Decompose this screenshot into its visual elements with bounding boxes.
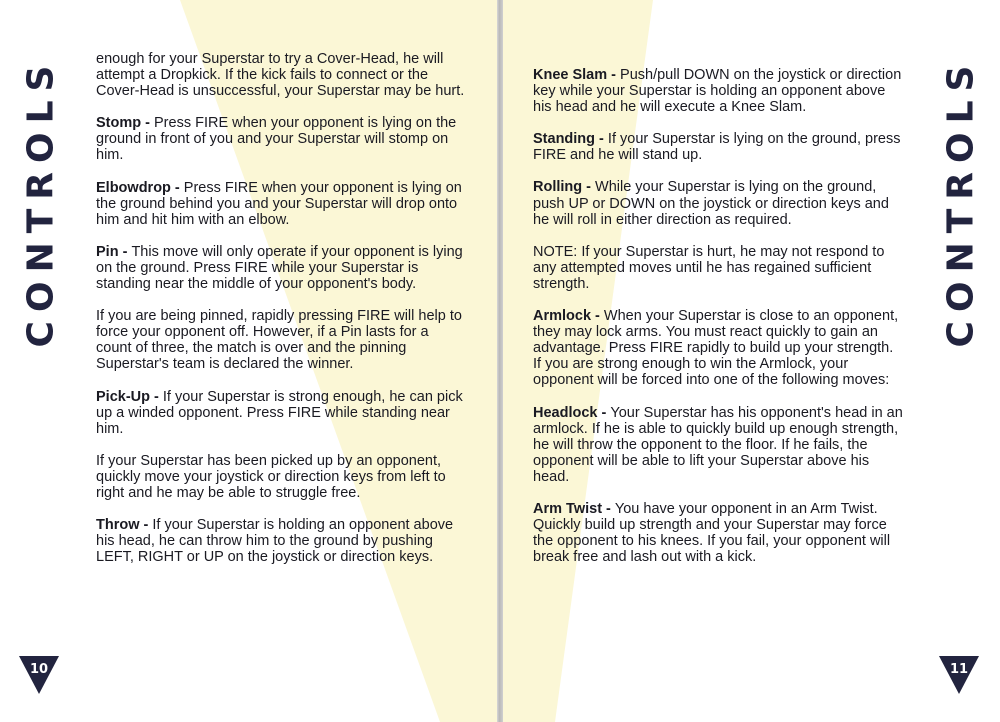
left-side-title: CONTROLS [20, 56, 62, 348]
right-paragraph-arm-twist: Arm Twist - You have your opponent in an Arm Twist. Quickly build up strength and your Superstar may force the opponent to his knees. If you fail, your opponent will break free and lash out with a kick. [533, 500, 891, 566]
left-paragraph-pick-up: Pick-Up - If your Superstar is strong enough, he can pick up a winded opponent. Press FIRE while standing near him. [96, 388, 463, 437]
right-page-number: 11 [949, 662, 969, 677]
right-paragraph-rolling: Rolling - While your Superstar is lying on the ground, push UP or DOWN on the joystick or direction keys and he will roll in either direction as required. [533, 179, 889, 228]
right-paragraph-armlock: Armlock - When your Superstar is close to an opponent, they may lock arms. You must react quickly to gain an advantage. Press FIRE rapidly to build up your strength. If you are strong enough to win the Armlock, your opponent will be forced into one of the following moves: [533, 308, 899, 389]
right-text-column [533, 67, 903, 581]
left-page [0, 0, 497, 722]
left-page-number: 10 [29, 662, 49, 677]
left-paragraph-elbowdrop: Elbowdrop - Press FIRE when your opponent is lying on the ground behind you and your Superstar will drop onto him and hit him with an elbow. [96, 179, 462, 228]
left-paragraph-pin: Pin - This move will only operate if your opponent is lying on the ground. Press FIRE while your Superstar is standing near the middle of your opponent's body. [96, 243, 463, 293]
right-side-title: CONTROLS [940, 56, 982, 348]
right-paragraph-headlock: Headlock - Your Superstar has his opponent's head in an armlock. If he is able to quickly build up enough strength, he will throw the opponent to the floor. If he fails, the opponent will be able to lift your Superstar above his head. [533, 404, 903, 485]
left-paragraph-throw: Throw - If your Superstar is holding an opponent above his head, he can throw him to the ground by pushing LEFT, RIGHT or UP on the joystick or direction keys. [96, 517, 454, 566]
right-paragraph-note: NOTE: If your Superstar is hurt, he may not respond to any attempted moves until he has regained sufficient strength. [533, 243, 885, 292]
left-paragraph-1: enough for your Superstar to try a Cover-Head, he will attempt a Dropkick. If the kick fails to connect or the Cover-Head is unsuccessful, your Superstar may be hurt. [96, 51, 465, 100]
left-page-number-badge [19, 656, 59, 696]
right-page [503, 0, 1000, 722]
right-paragraph-standing: Standing - If your Superstar is lying on the ground, press FIRE and he will stand up. [533, 131, 901, 164]
left-paragraph-pinned: If you are being pinned, rapidly pressing FIRE will help to force your opponent off. However, if a Pin lasts for a count of three, the match is over and the pinning Superstar's team is declared the winner. [96, 308, 462, 373]
right-paragraph-knee-slam: Knee Slam - Push/pull DOWN on the joystick or direction key while your Superstar is holding an opponent above his head and he will execute a Knee Slam. [533, 67, 902, 116]
left-paragraph-stomp: Stomp - Press FIRE when your opponent is lying on the ground in front of you and your Superstar will stomp on him. [96, 115, 457, 164]
left-paragraph-picked-up: If your Superstar has been picked up by an opponent, quickly move your joystick or direction keys from left to right and he may be able to struggle free. [96, 452, 446, 501]
right-page-number-badge [939, 656, 979, 696]
left-text-column [96, 51, 468, 581]
